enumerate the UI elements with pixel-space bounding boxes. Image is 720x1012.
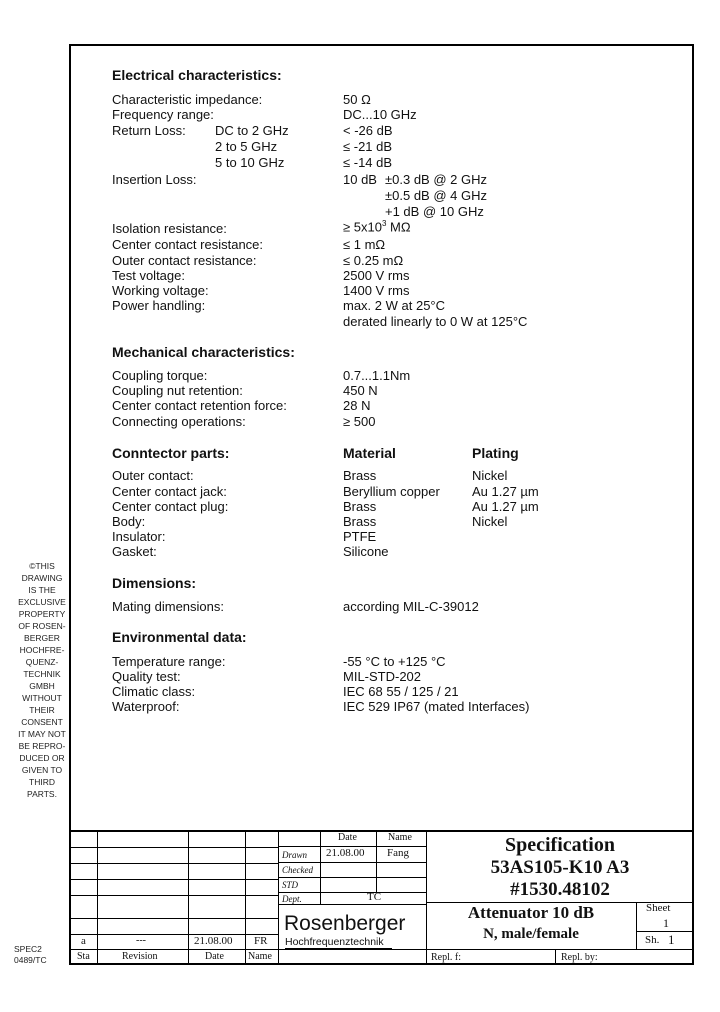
center-contact-resistance-label: Center contact resistance: <box>112 237 264 252</box>
environmental-value: -55 °C to +125 °C <box>343 654 446 669</box>
plating-column-header: Plating <box>472 445 519 461</box>
environmental-label: Waterproof: <box>112 699 180 714</box>
part-plating: Nickel <box>472 514 508 529</box>
isolation-value: ≥ $5x10^3$ MΩ <box>343 219 411 235</box>
part-name: Body: <box>112 514 146 529</box>
center-contact-resistance-value: ≤ 1 mΩ <box>343 237 386 252</box>
dimensions-heading: Dimensions: <box>112 575 197 591</box>
sta-column-label: Sta <box>77 951 90 962</box>
test-voltage-label: Test voltage: <box>112 268 185 283</box>
mechanical-label: Connecting operations: <box>112 414 246 429</box>
power-handling-label: Power handling: <box>112 298 206 313</box>
insertion-loss-label: Insertion Loss: <box>112 172 197 187</box>
spec-code: SPEC2 0489/TC <box>14 944 47 965</box>
part-name: Outer contact: <box>112 468 194 483</box>
copyright-notice: ©THIS DRAWING IS THE EXCLUSIVE PROPERTY OF ROSEN- BERGER HOCHFRE- QUENZ- TECHNIK GMBH WITHOUT THEIR CONSENT IT MAY NOT BE REPRO- DUCED OR GIVEN TO THIRD PARTS. <box>18 561 66 799</box>
std-label: STD <box>282 880 299 890</box>
checked-label: Checked <box>282 865 313 875</box>
replaced-from-label: Repl. f: <box>431 952 461 963</box>
revision-column-label: Revision <box>122 951 158 962</box>
material-column-header: Material <box>343 445 396 461</box>
environmental-value: MIL-STD-202 <box>343 669 422 684</box>
parts-heading: Conntector parts: <box>112 445 230 461</box>
frequency-value: DC...10 GHz <box>343 107 417 122</box>
sh-value: 1 <box>668 932 675 947</box>
date-column-label-bottom: Date <box>205 951 224 962</box>
return-loss-value: ≤ -14 dB <box>343 155 393 170</box>
part-name: Center contact plug: <box>112 499 229 514</box>
working-voltage-label: Working voltage: <box>112 283 209 298</box>
part-material: Silicone <box>343 544 389 559</box>
environmental-value: IEC 529 IP67 (mated Interfaces) <box>343 699 530 714</box>
part-number: 53AS105-K10 A3 <box>490 857 630 878</box>
sheet-label: Sheet <box>646 902 671 914</box>
company-subtitle: Hochfrequenztechnik <box>285 936 392 949</box>
power-handling-value: max. 2 W at 25°C <box>343 298 446 313</box>
mechanical-label: Coupling nut retention: <box>112 383 243 398</box>
revision-status: a <box>81 935 86 947</box>
return-loss-value: < -26 dB <box>343 123 393 138</box>
part-plating: Au 1.27 µm <box>472 484 539 499</box>
insertion-loss-row: ±0.3 dB @ 2 GHz <box>385 172 487 187</box>
company-logo: Rosenberger <box>284 912 406 935</box>
return-loss-label: Return Loss: <box>112 123 186 138</box>
power-handling-value-2: derated linearly to 0 W at 125°C <box>343 314 528 329</box>
part-plating: Au 1.27 µm <box>472 499 539 514</box>
part-name: Insulator: <box>112 529 166 544</box>
insertion-loss-row: ±0.5 dB @ 4 GHz <box>385 188 487 203</box>
drawn-name: Fang <box>387 847 409 859</box>
test-voltage-value: 2500 V rms <box>343 268 410 283</box>
drawing-number: #1530.48102 <box>510 879 610 900</box>
dept-label: Dept. <box>282 894 302 904</box>
sheet-value: 1 <box>663 916 669 930</box>
part-material: Brass <box>343 468 377 483</box>
impedance-value: 50 Ω <box>343 92 371 107</box>
environmental-value: IEC 68 55 / 125 / 21 <box>343 684 459 699</box>
working-voltage-value: 1400 V rms <box>343 283 410 298</box>
return-loss-range: 5 to 10 GHz <box>215 155 285 170</box>
part-material: Beryllium copper <box>343 484 440 499</box>
environmental-heading: Environmental data: <box>112 629 247 645</box>
outer-contact-resistance-value: ≤ 0.25 mΩ <box>343 253 404 268</box>
isolation-label: Isolation resistance: <box>112 221 227 236</box>
spec-title: Specification <box>505 834 615 856</box>
name-column-label: Name <box>388 832 412 843</box>
insertion-loss-row: +1 dB @ 10 GHz <box>385 204 484 219</box>
electrical-heading: Electrical characteristics: <box>112 67 282 83</box>
return-loss-range: DC to 2 GHz <box>215 123 289 138</box>
impedance-label: Characteristic impedance: <box>112 92 263 107</box>
mechanical-label: Coupling torque: <box>112 368 208 383</box>
name-column-label-bottom: Name <box>248 951 272 962</box>
product-title: Attenuator 10 dB <box>467 903 595 922</box>
part-material: Brass <box>343 499 377 514</box>
revision-text: --- <box>136 935 146 946</box>
date-column-label: Date <box>338 832 357 843</box>
sh-label: Sh. <box>645 934 660 946</box>
part-name: Center contact jack: <box>112 484 227 499</box>
drawn-date: 21.08.00 <box>326 847 365 859</box>
return-loss-range: 2 to 5 GHz <box>215 139 278 154</box>
part-material: Brass <box>343 514 377 529</box>
mating-dimensions-label: Mating dimensions: <box>112 599 224 614</box>
drawn-label: Drawn <box>282 850 308 860</box>
environmental-label: Quality test: <box>112 669 181 684</box>
mechanical-value: 28 N <box>343 398 371 413</box>
mechanical-heading: Mechanical characteristics: <box>112 344 295 360</box>
mechanical-value: 0.7...1.1Nm <box>343 368 411 383</box>
insertion-loss-value: 10 dB <box>343 172 377 187</box>
product-subtitle: N, male/female <box>483 926 579 942</box>
replaced-by-label: Repl. by: <box>561 952 598 963</box>
revision-name: FR <box>254 935 268 947</box>
dept-value: TC <box>367 891 382 903</box>
outer-contact-resistance-label: Outer contact resistance: <box>112 253 257 268</box>
part-plating: Nickel <box>472 468 508 483</box>
part-name: Gasket: <box>112 544 157 559</box>
part-material: PTFE <box>343 529 377 544</box>
return-loss-value: ≤ -21 dB <box>343 139 393 154</box>
mechanical-value: 450 N <box>343 383 378 398</box>
frequency-label: Frequency range: <box>112 107 214 122</box>
environmental-label: Climatic class: <box>112 684 196 699</box>
mechanical-label: Center contact retention force: <box>112 398 287 413</box>
environmental-label: Temperature range: <box>112 654 226 669</box>
revision-date: 21.08.00 <box>194 935 233 947</box>
mechanical-value: ≥ 500 <box>343 414 376 429</box>
mating-dimensions-value: according MIL-C-39012 <box>343 599 479 614</box>
